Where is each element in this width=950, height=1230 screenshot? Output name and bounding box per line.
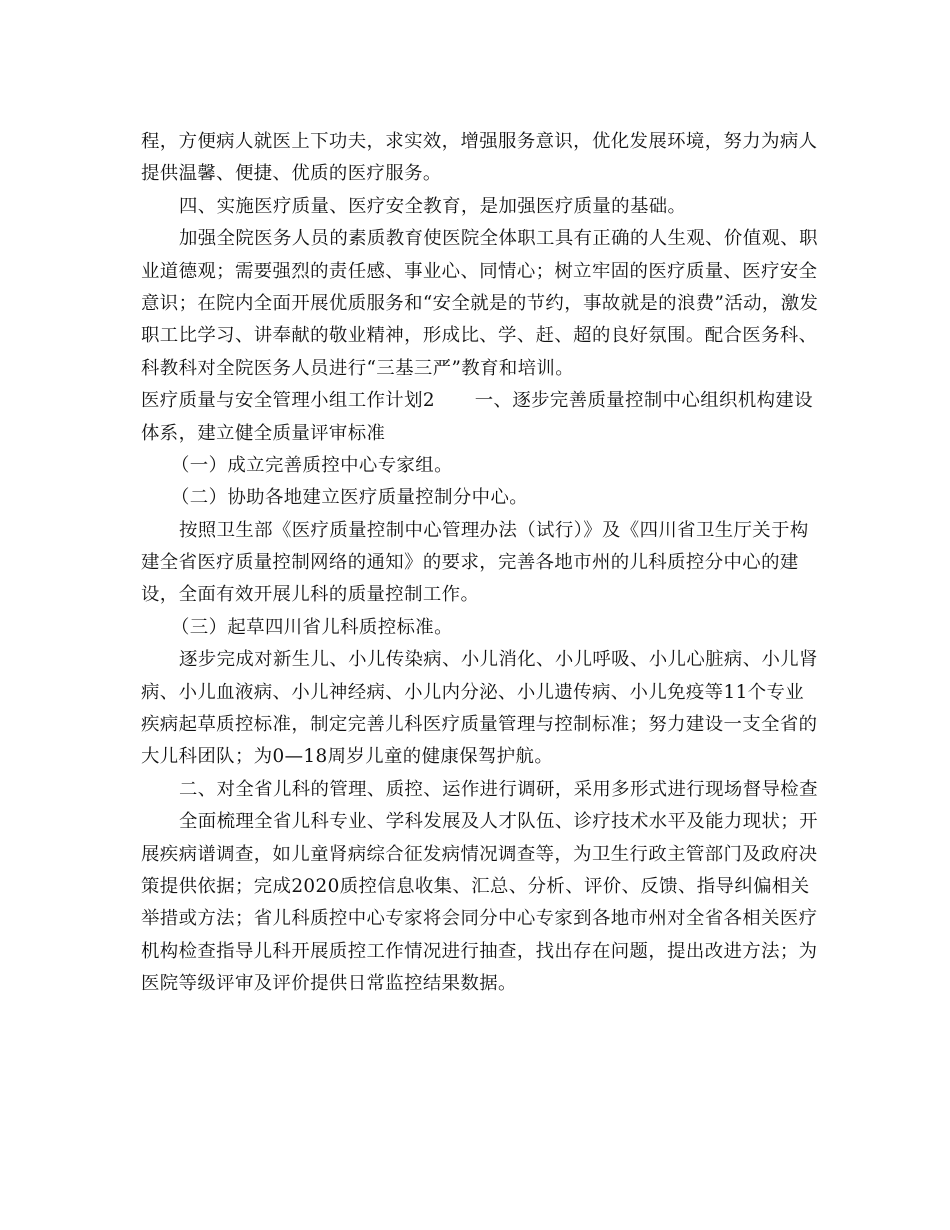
section-heading: 二、对全省儿科的管理、质控、运作进行调研，采用多形式进行现场督导检查 <box>179 778 818 800</box>
text-line: 展疾病谱调查，如儿童肾病综合征发病情况调查等，为卫生行政主管部门及政府决 <box>141 843 818 865</box>
text-line: 意识；在院内全面开展优质服务和“安全就是的节约，事故就是的浪费”活动，激发 <box>141 292 819 314</box>
text-line: 提供温馨、便捷、优质的医疗服务。 <box>141 163 442 185</box>
section-heading: 一、逐步完善质量控制中心组织机构建设 <box>474 390 813 412</box>
text-line: 疾病起草质控标准，制定完善儿科医疗质量管理与控制标准；努力建设一支全省的 <box>141 714 818 736</box>
plan-title-row <box>141 385 813 417</box>
document-page <box>141 126 819 1001</box>
subsection-heading: （一）成立完善质控中心专家组。 <box>171 454 453 476</box>
text-line: 职工比学习、讲奉献的敬业精神，形成比、学、赶、超的良好氛围。配合医务科、 <box>141 325 818 347</box>
text-line: 按照卫生部《医疗质量控制中心管理办法（试行）》及《四川省卫生厅关于构 <box>179 519 809 541</box>
text-line: 医院等级评审及评价提供日常监控结果数据。 <box>141 973 517 995</box>
text-line: 机构检查指导儿科开展质控工作情况进行抽查，找出存在问题，提出改进方法；为 <box>141 940 818 962</box>
text-line: 举措或方法；省儿科质控中心专家将会同分中心专家到各地市州对全省各相关医疗 <box>141 908 818 930</box>
text-line: 加强全院医务人员的素质教育使医院全体职工具有正确的人生观、价值观、职 <box>179 228 818 250</box>
subsection-heading: （二）协助各地建立医疗质量控制分中心。 <box>171 487 529 509</box>
text-line: 逐步完成对新生儿、小儿传染病、小儿消化、小儿呼吸、小儿心脏病、小儿肾 <box>179 649 818 671</box>
text-line: 科教科对全院医务人员进行“三基三严”教育和培训。 <box>141 357 574 379</box>
text-line: 全面梳理全省儿科专业、学科发展及人才队伍、诊疗技术水平及能力现状；开 <box>179 811 818 833</box>
spacer <box>435 385 475 417</box>
text-line: 设，全面有效开展儿科的质量控制工作。 <box>141 584 480 606</box>
text-line: 病、小儿血液病、小儿神经病、小儿内分泌、小儿遗传病、小儿免疫等11个专业 <box>141 681 805 703</box>
text-line: 建全省医疗质量控制网络的通知》的要求，完善各地市州的儿科质控分中心的建 <box>141 552 799 574</box>
plan-title: 医疗质量与安全管理小组工作计划2 <box>141 390 435 412</box>
text-line: 策提供依据；完成2020质控信息收集、汇总、分析、评价、反馈、指导纠偏相关 <box>141 875 810 897</box>
text-line: 大儿科团队；为0—18周岁儿童的健康保驾护航。 <box>141 746 554 768</box>
text-line: 体系，建立健全质量评审标准 <box>141 422 386 444</box>
text-line: 程，方便病人就医上下功夫，求实效，增强服务意识，优化发展环境，努力为病人 <box>141 131 818 152</box>
section-heading: 四、实施医疗质量、医疗安全教育，是加强医疗质量的基础。 <box>179 195 687 217</box>
subsection-heading: （三）起草四川省儿科质控标准。 <box>171 616 453 638</box>
text-line: 业道德观；需要强烈的责任感、事业心、同情心；树立牢固的医疗质量、医疗安全 <box>141 260 818 282</box>
